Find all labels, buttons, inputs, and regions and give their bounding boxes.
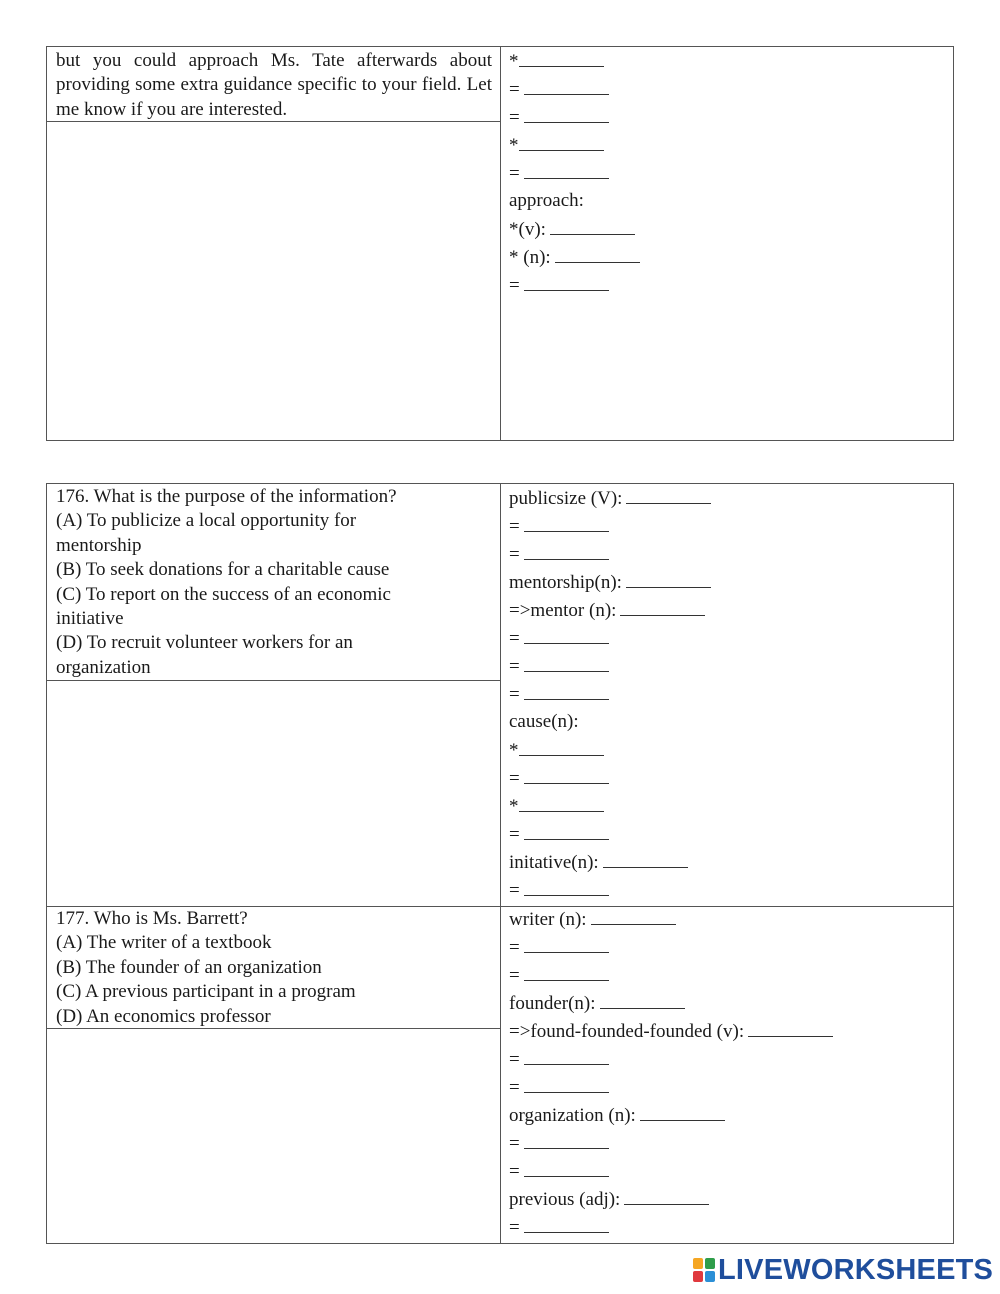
- brand-name: LIVEWORKSHEETS: [718, 1253, 994, 1286]
- answer-blank[interactable]: [524, 1157, 609, 1177]
- column-divider: [500, 484, 501, 1243]
- vocab-line: [509, 1129, 949, 1157]
- vocab-line: [509, 989, 949, 1017]
- answer-blank[interactable]: [524, 876, 609, 896]
- vocab-line: [509, 215, 949, 243]
- line-label: =: [509, 1133, 520, 1154]
- answer-blank[interactable]: [626, 568, 711, 588]
- vocab-line: [509, 652, 949, 680]
- line-label: =: [509, 965, 520, 986]
- vocab-line: [509, 131, 949, 159]
- vocab-list-1: [509, 47, 949, 299]
- line-label: * (n):: [509, 247, 551, 268]
- liveworksheets-logo: [693, 1254, 993, 1286]
- answer-blank[interactable]: [603, 848, 688, 868]
- vocab-line: [509, 568, 949, 596]
- answer-blank[interactable]: [524, 1073, 609, 1093]
- vocab-line: [509, 47, 949, 75]
- answer-blank[interactable]: [524, 540, 609, 560]
- answer-blank[interactable]: [550, 215, 635, 235]
- line-label: =: [509, 824, 520, 845]
- vocab-line: [509, 1073, 949, 1101]
- vocab-line: [509, 792, 949, 820]
- vocab-line: [509, 187, 949, 215]
- answer-blank[interactable]: [624, 1185, 709, 1205]
- line-label: cause(n):: [509, 711, 579, 732]
- answer-blank[interactable]: [591, 905, 676, 925]
- answer-option: mentorship: [56, 534, 142, 556]
- vocab-line: [509, 708, 949, 736]
- vocab-line: [509, 624, 949, 652]
- line-label: founder(n):: [509, 993, 596, 1014]
- line-label: =: [509, 544, 520, 565]
- vocab-line: [509, 484, 949, 512]
- table-1: [46, 46, 954, 441]
- vocab-line: [509, 905, 949, 933]
- line-label: *(v):: [509, 219, 546, 240]
- line-label: =: [509, 516, 520, 537]
- line-label: =: [509, 656, 520, 677]
- line-label: =: [509, 79, 520, 100]
- line-label: organization (n):: [509, 1105, 636, 1126]
- vocab-list-177: [509, 905, 949, 1241]
- answer-blank[interactable]: [524, 624, 609, 644]
- vocab-line: [509, 876, 949, 904]
- answer-blank[interactable]: [519, 736, 604, 756]
- answer-blank[interactable]: [524, 1213, 609, 1233]
- vocab-line: [509, 596, 949, 624]
- line-label: =: [509, 1049, 520, 1070]
- line-label: =: [509, 1161, 520, 1182]
- line-label: *: [509, 51, 519, 72]
- answer-option: (C) A previous participant in a program: [56, 981, 356, 1003]
- answer-blank[interactable]: [524, 961, 609, 981]
- vocab-line: [509, 271, 949, 299]
- answer-option: (C) To report on the success of an economic: [56, 583, 391, 605]
- vocab-line: [509, 1045, 949, 1073]
- line-label: *: [509, 796, 519, 817]
- line-label: =: [509, 107, 520, 128]
- line-label: =: [509, 1217, 520, 1238]
- answer-blank[interactable]: [524, 820, 609, 840]
- answer-blank[interactable]: [620, 596, 705, 616]
- vocab-line: [509, 764, 949, 792]
- row-divider: [47, 680, 500, 681]
- answer-blank[interactable]: [524, 933, 609, 953]
- question-177-text: 177. Who is Ms. Barrett?: [56, 908, 248, 929]
- vocab-line: [509, 933, 949, 961]
- vocab-line: [509, 103, 949, 131]
- answer-blank[interactable]: [524, 103, 609, 123]
- answer-option: (B) The founder of an organization: [56, 956, 322, 978]
- answer-option: initiative: [56, 607, 124, 629]
- answer-blank[interactable]: [519, 47, 604, 67]
- answer-blank[interactable]: [555, 243, 640, 263]
- line-label: *: [509, 135, 519, 156]
- vocab-line: [509, 512, 949, 540]
- vocab-line: [509, 159, 949, 187]
- line-label: mentorship(n):: [509, 572, 622, 593]
- vocab-line: [509, 736, 949, 764]
- answer-blank[interactable]: [524, 1045, 609, 1065]
- answer-blank[interactable]: [600, 989, 685, 1009]
- answer-blank[interactable]: [519, 792, 604, 812]
- line-label: =: [509, 768, 520, 789]
- answer-blank[interactable]: [524, 1129, 609, 1149]
- answer-blank[interactable]: [524, 159, 609, 179]
- vocab-line: [509, 820, 949, 848]
- answer-option: (D) To recruit volunteer workers for an: [56, 632, 353, 654]
- line-label: =: [509, 275, 520, 296]
- line-label: =: [509, 937, 520, 958]
- logo-mark-icon: [693, 1258, 715, 1282]
- vocab-list-176: [509, 484, 949, 904]
- line-label: *: [509, 740, 519, 761]
- answer-blank[interactable]: [640, 1101, 725, 1121]
- vocab-line: [509, 1017, 949, 1045]
- vocab-line: [509, 680, 949, 708]
- answer-option: (A) The writer of a textbook: [56, 932, 272, 954]
- answer-option: organization: [56, 656, 151, 678]
- answer-option: (D) An economics professor: [56, 1005, 271, 1027]
- line-label: initative(n):: [509, 852, 599, 873]
- vocab-line: [509, 1213, 949, 1241]
- line-label: =: [509, 880, 520, 901]
- vocab-line: [509, 1185, 949, 1213]
- question-176-text: 176. What is the purpose of the information?: [56, 486, 397, 507]
- line-label: writer (n):: [509, 909, 587, 930]
- question-177: [56, 907, 492, 1029]
- answer-blank[interactable]: [524, 680, 609, 700]
- answer-option: (B) To seek donations for a charitable cause: [56, 559, 390, 581]
- line-label: previous (adj):: [509, 1189, 621, 1210]
- line-label: =: [509, 684, 520, 705]
- question-176: [56, 485, 492, 680]
- answer-blank[interactable]: [626, 484, 711, 504]
- line-label: approach:: [509, 190, 584, 211]
- answer-blank[interactable]: [748, 1017, 833, 1037]
- vocab-line: [509, 1157, 949, 1185]
- vocab-line: [509, 961, 949, 989]
- vocab-line: [509, 848, 949, 876]
- line-label: =: [509, 163, 520, 184]
- line-label: =: [509, 628, 520, 649]
- vocab-line: [509, 243, 949, 271]
- line-label: =>found-founded-founded (v):: [509, 1021, 745, 1042]
- answer-option: (A) To publicize a local opportunity for: [56, 510, 357, 532]
- answer-blank[interactable]: [519, 131, 604, 151]
- vocab-line: [509, 1101, 949, 1129]
- answer-blank[interactable]: [524, 652, 609, 672]
- answer-blank[interactable]: [524, 512, 609, 532]
- passage-excerpt: but you could approach Ms. Tate afterwards about providing some extra guidance specific to your field. Let me know if you are interested.: [56, 50, 492, 120]
- column-divider: [500, 47, 501, 440]
- answer-blank[interactable]: [524, 75, 609, 95]
- line-label: =: [509, 1077, 520, 1098]
- line-label: =>mentor (n):: [509, 600, 617, 621]
- answer-blank[interactable]: [524, 271, 609, 291]
- table-2: [46, 483, 954, 1244]
- answer-blank[interactable]: [524, 764, 609, 784]
- line-label: publicsize (V):: [509, 488, 623, 509]
- vocab-line: [509, 75, 949, 103]
- vocab-line: [509, 540, 949, 568]
